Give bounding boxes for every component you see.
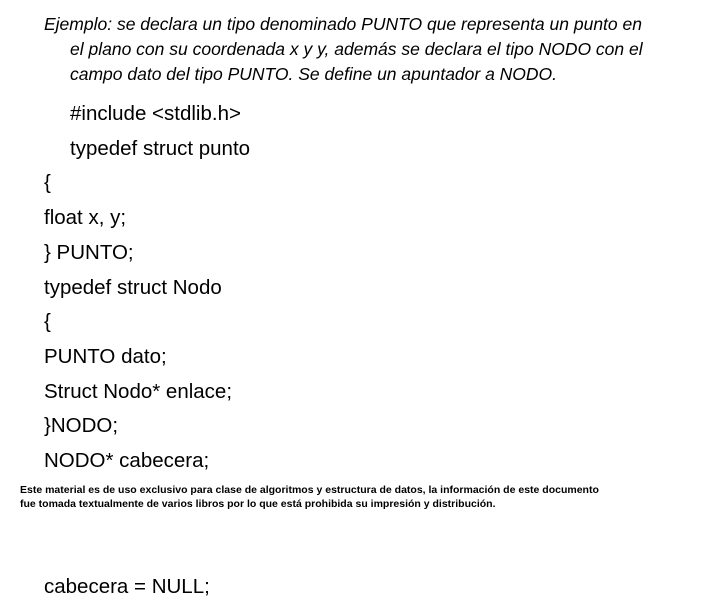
code-line: float x, y; [44,206,127,230]
code-line: Struct Nodo* enlace; [44,379,233,403]
code-line: #include <stdlib.h> [70,102,241,125]
intro-line: el plano con su coordenada x y y, además se declara el tipo NODO con el [70,39,643,59]
code-line: PUNTO dato; [44,344,167,368]
intro-line: Ejemplo: se declara un tipo denominado PUNTO que representa un punto en [44,14,642,34]
code-line: { [44,310,51,334]
code-line: typedef struct punto [70,136,251,160]
footer-line: fue tomada textualmente de varios libros por lo que está prohibida su impresión y distribución. [20,498,496,510]
footer-disclaimer [20,483,710,511]
code-line: cabecera = NULL; [44,575,210,598]
code-line: }NODO; [44,414,119,438]
code-line: } PUNTO; [44,240,134,264]
intro-paragraph [44,12,704,87]
code-block [44,97,250,479]
code-line: { [44,171,51,195]
footer-line: Este material es de uso exclusivo para clase de algoritmos y estructura de datos, la información de este documento [20,484,599,496]
intro-line: campo dato del tipo PUNTO. Se define un apuntador a NODO. [70,64,558,84]
code-line: typedef struct Nodo [44,275,222,299]
code-line: NODO* cabecera; [44,449,210,473]
